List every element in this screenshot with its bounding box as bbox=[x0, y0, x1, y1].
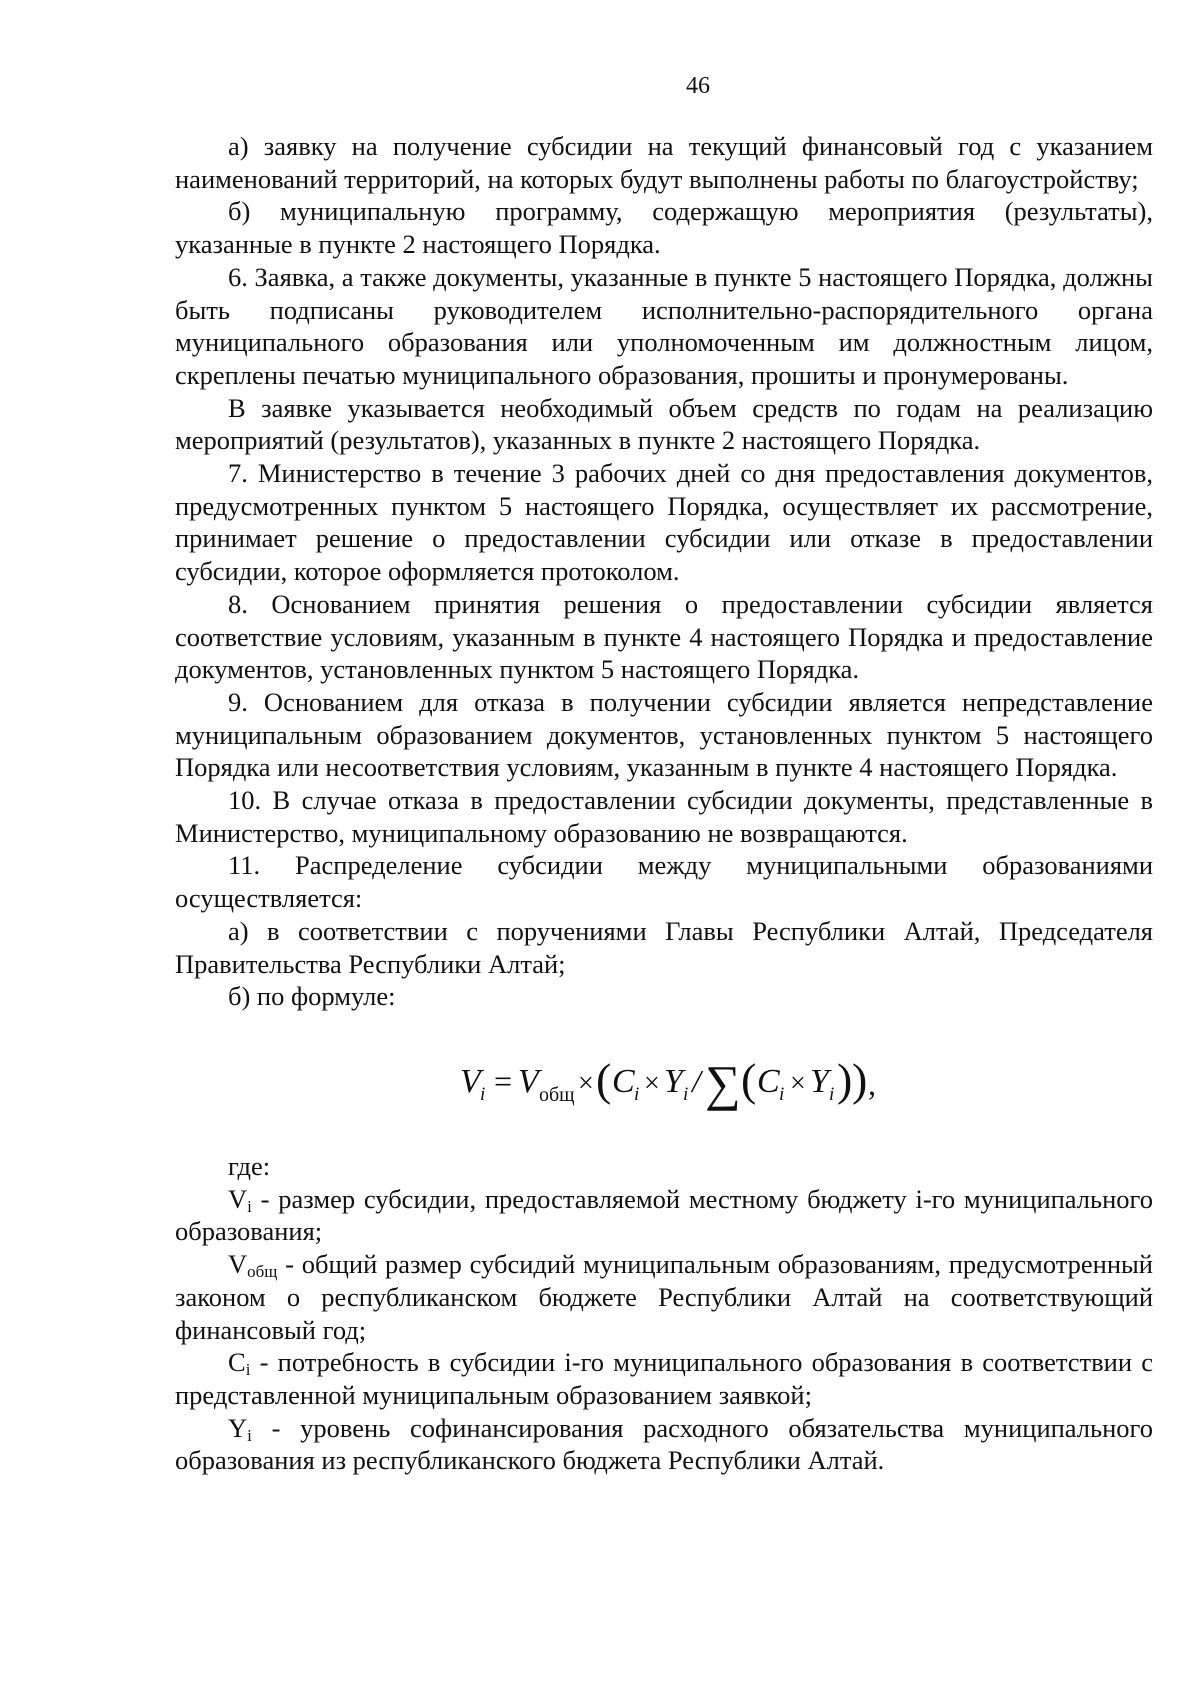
legend-v-i bbox=[175, 1183, 1153, 1248]
formula-c-inner: C bbox=[757, 1063, 780, 1101]
paragraph-5b: б) муниципальную программу, содержащую мероприятия (результаты), указанные в пункте 2 настоящего Порядка. bbox=[175, 196, 1153, 260]
paragraph-11a: а) в соответствии с поручениями Главы Республики Алтай, Председателя Правительства Республики Алтай; bbox=[175, 915, 1153, 979]
formula-graphic bbox=[460, 1046, 900, 1116]
paragraph-6: 6. Заявка, а также документы, указанные в пункте 5 настоящего Порядка, должны быть подписаны руководителем исполнительно-распорядительного органа муниципального образования или уполномоченным им должностным лицом, скреплены печатью муниципального образования, прошиты и пронумерованы. bbox=[175, 261, 1153, 390]
paragraph-5a: а) заявку на получение субсидии на текущий финансовый год с указанием наименований территорий, на которых будут выполнены работы по благоустройству; bbox=[175, 131, 1153, 194]
paragraph-9: 9. Основанием для отказа в получении субсидии является непредставление муниципальным образованием документов, установленных пунктом 5 настоящего Порядка или несоответствия условиям, указанным в пункте 4 настоящего Порядка. bbox=[175, 686, 1153, 783]
legend-symbol: V bbox=[228, 1183, 248, 1214]
formula-times-1: × bbox=[578, 1068, 594, 1100]
formula-c-subscript: i bbox=[634, 1084, 640, 1106]
legend-subscript: i bbox=[247, 1425, 252, 1445]
formula-v-total: V bbox=[518, 1063, 539, 1101]
formula-times-3: × bbox=[790, 1068, 806, 1100]
legend-symbol: V bbox=[228, 1249, 248, 1280]
formula-y-inner-subscript: i bbox=[829, 1084, 835, 1106]
formula-y: Y bbox=[664, 1063, 683, 1101]
legend-text: - потребность в субсидии i-го муниципального образования в соответствии с представленной муниципальным образованием заявкой; bbox=[175, 1347, 1153, 1410]
legend-c-i bbox=[175, 1346, 1153, 1411]
paragraph-11b: б) по формуле: bbox=[228, 981, 396, 1012]
formula-inner-lparen: ( bbox=[741, 1054, 757, 1106]
formula-v-total-subscript: общ bbox=[539, 1084, 575, 1107]
paragraph-8: 8. Основанием принятия решения о предоставлении субсидии является соответствие условиям, указанным в пункте 4 настоящего Порядка и предоставление документов, установленных пунктом 5 настоящего Порядка. bbox=[175, 588, 1153, 685]
legend-text: - размер субсидии, предоставляемой местному бюджету i-го муниципального образования; bbox=[175, 1183, 1153, 1247]
formula-outer-lparen: ( bbox=[596, 1054, 612, 1106]
legend-y-i bbox=[175, 1412, 1153, 1477]
distribution-formula bbox=[175, 1013, 1153, 1150]
legend-symbol: Y bbox=[228, 1412, 248, 1443]
formula-times-2: × bbox=[644, 1068, 660, 1100]
formula-v: V bbox=[460, 1063, 481, 1101]
where-label: где: bbox=[228, 1150, 271, 1181]
legend-text: - уровень софинансирования расходного обязательства муниципального образования из республиканского бюджета Республики Алтай. bbox=[175, 1412, 1153, 1476]
document-body bbox=[175, 130, 1153, 1477]
formula-slash: / bbox=[692, 1063, 701, 1100]
formula-comma: , bbox=[868, 1066, 876, 1103]
paragraph-6-continued: В заявке указывается необходимый объем средств по годам на реализацию мероприятий (результатов), указанных в пункте 2 настоящего Порядка. bbox=[175, 392, 1153, 456]
paragraph-10: 10. В случае отказа в предоставлении субсидии документы, представленные в Министерство, муниципальному образованию не возвращаются. bbox=[175, 785, 1153, 848]
paragraph-11: 11. Распределение субсидии между муниципальными образованиями осуществляется: bbox=[175, 850, 1153, 914]
formula-v-subscript: i bbox=[480, 1084, 486, 1106]
formula-c: C bbox=[612, 1063, 635, 1101]
paragraph-7: 7. Министерство в течение 3 рабочих дней со дня предоставления документов, предусмотренных пунктом 5 настоящего Порядка, осуществляет их рассмотрение, принимает решение о предоставлении субсидии или отказе в предоставлении субсидии, которое оформляется протоколом. bbox=[175, 458, 1153, 587]
legend-subscript: i bbox=[245, 1360, 251, 1380]
legend-text: - общий размер субсидий муниципальным образованиям, предусмотренный законом о республиканском бюджете Республики Алтай на соответствующий финансовый год; bbox=[175, 1249, 1153, 1345]
formula-y-subscript: i bbox=[683, 1084, 689, 1106]
legend-subscript: общ bbox=[247, 1262, 278, 1282]
formula-y-inner: Y bbox=[810, 1063, 829, 1101]
formula-c-inner-subscript: i bbox=[779, 1084, 785, 1106]
formula-inner-rparen: ) bbox=[837, 1054, 853, 1106]
legend-subscript: i bbox=[247, 1196, 252, 1216]
formula-equals: = bbox=[494, 1063, 513, 1100]
legend-symbol: C bbox=[228, 1347, 246, 1378]
formula-outer-rparen: ) bbox=[852, 1054, 868, 1106]
formula-sum: ∑ bbox=[705, 1055, 741, 1112]
legend-v-total bbox=[175, 1248, 1153, 1346]
page-number: 46 bbox=[686, 73, 710, 99]
